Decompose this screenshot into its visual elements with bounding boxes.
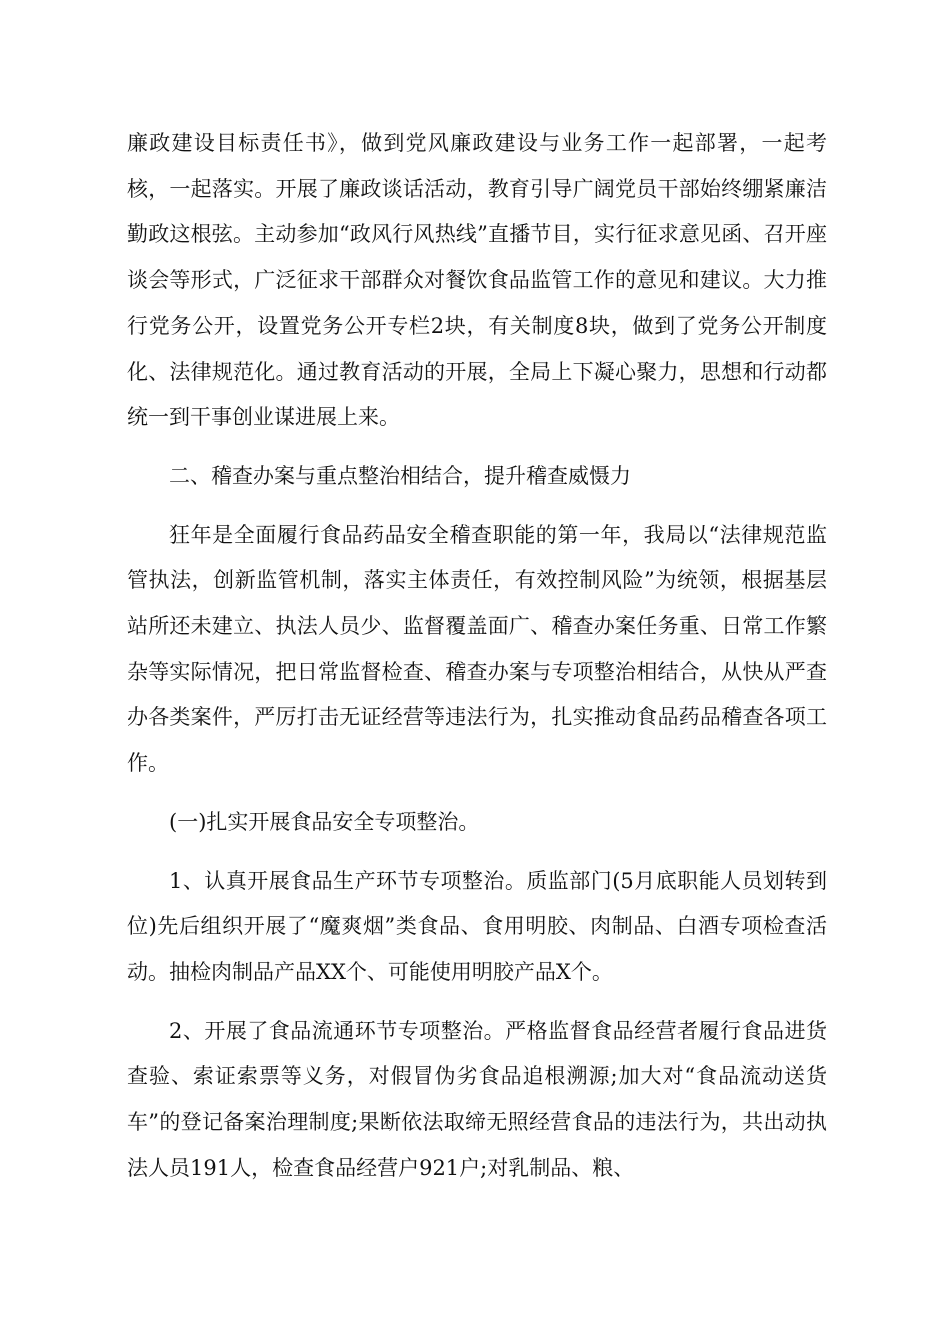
paragraph-party-conduct: 廉政建设目标责任书》，做到党风廉政建设与业务工作一起部署，一起考核，一起落实。开展了廉政谈话活动，教育引导广阔党员干部始终绷紧廉洁勤政这根弦。主动参加“政风行风热线”直播节目，实行征求意见函、召开座谈会等形式，广泛征求干部群众对餐饮食品监管工作的意见和建议。大力推行党务公开，设置党务公开专栏2块，有关制度8块，做到了党务公开制度化、法律规范化。通过教育活动的开展，全局上下凝心聚力，思想和行动都统一到干事创业谋进展上来。 [127, 131, 827, 430]
paragraph-inspection-overview: 狂年是全面履行食品药品安全稽查职能的第一年，我局以“法律规范监管执法，创新监管机制，落实主体责任，有效控制风险”为统领，根据基层站所还未建立、执法人员少、监督覆盖面广、稽查办案任务重、日常工作繁杂等实际情况，把日常监督检查、稽查办案与专项整治相结合，从快从严查办各类案件，严厉打击无证经营等违法行为，扎实推动食品药品稽查各项工作。 [127, 522, 827, 776]
paragraph-circulation-rectification: 2、开展了食品流通环节专项整治。严格监督食品经营者履行食品进货查验、索证索票等义务，对假冒伪劣食品追根溯源;加大对“食品流动送货车”的登记备案治理制度;果断依法取缔无照经营食品的违法行为，共出动执法人员191人，检查食品经营户921户;对乳制品、粮、 [127, 1018, 827, 1180]
document-body [127, 121, 827, 1204]
subsection-heading-food-safety: (一)扎实开展食品安全专项整治。 [169, 809, 480, 834]
section-heading-inspection: 二、稽查办案与重点整治相结合，提升稽查威慑力 [169, 463, 631, 488]
paragraph-production-rectification: 1、认真开展食品生产环节专项整治。质监部门(5月底职能人员划转到位)先后组织开展了“魔爽烟”类食品、食用明胶、肉制品、白酒专项检查活动。抽检肉制品产品XX个、可能使用明胶产品X个。 [127, 868, 827, 984]
